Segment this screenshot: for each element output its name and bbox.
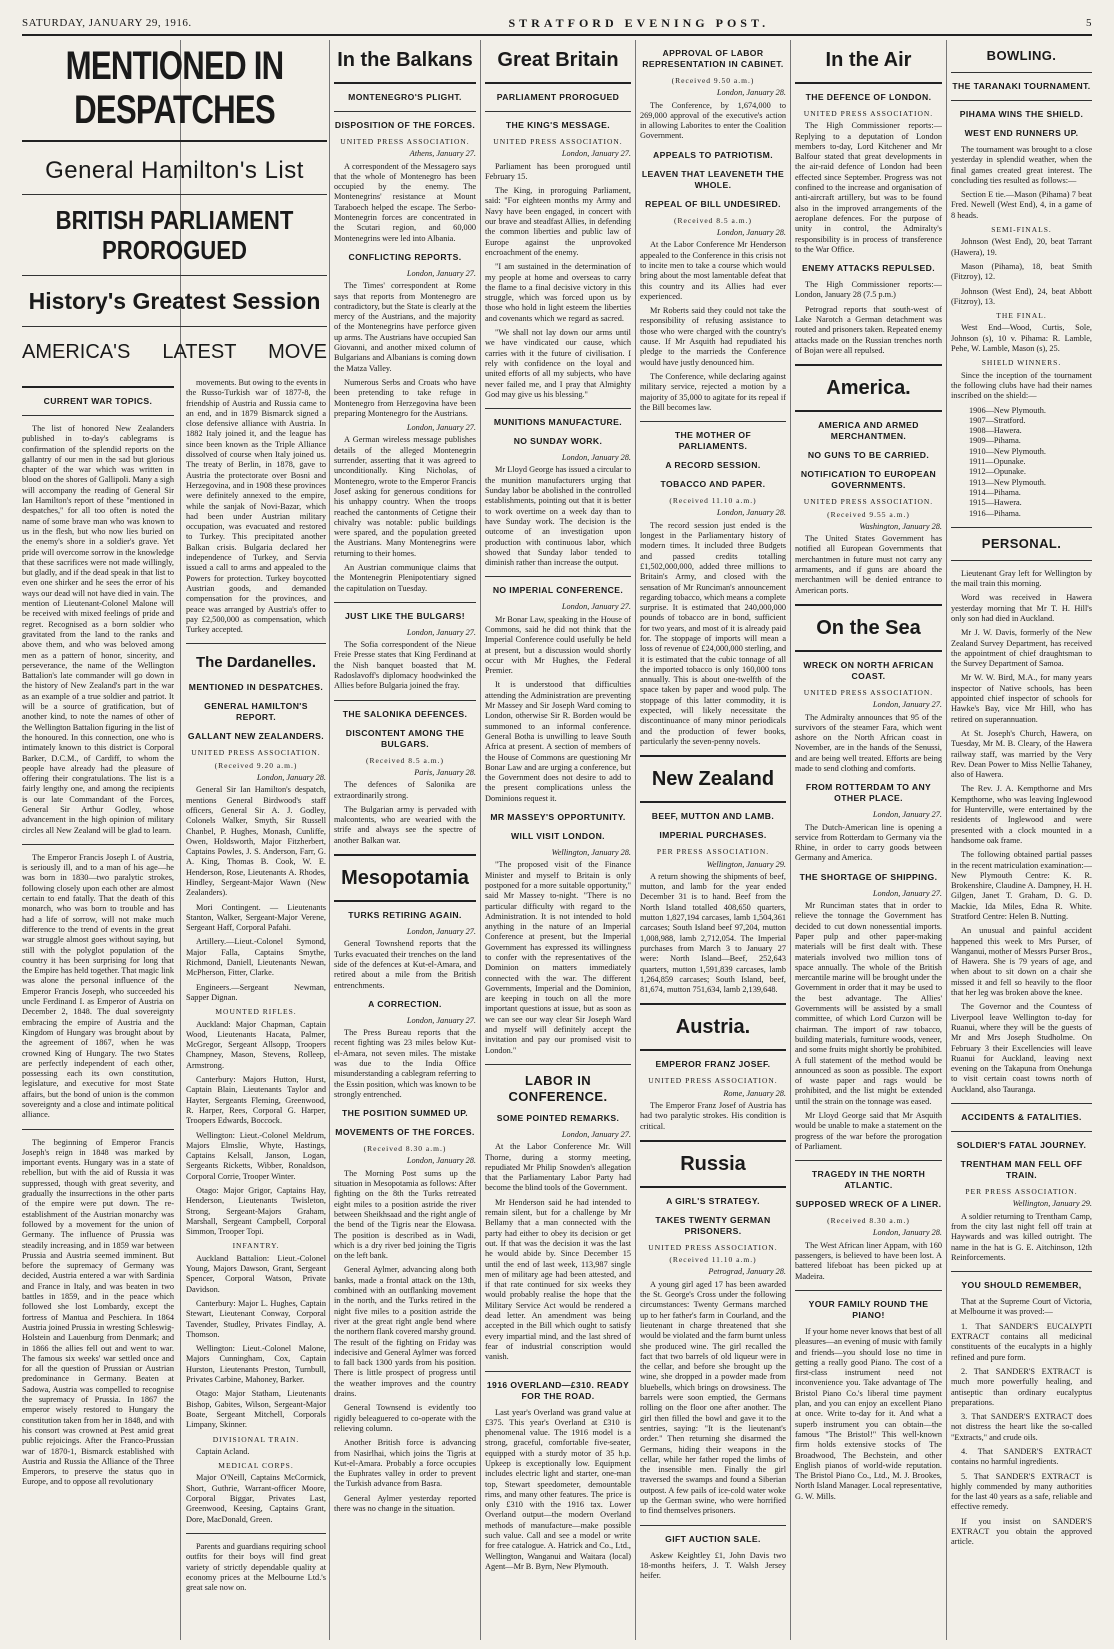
divider (951, 527, 1092, 528)
subheading: JUST LIKE THE BULGARS! (344, 610, 466, 621)
column-7 (951, 40, 1092, 1640)
paragraph: A correspondent of the Messagero says that the whole of Montenegro has been occupied by the enemy. The Montenegrins' resistance at Mount Taraboech helped the escape. The Serbo-Montenegrin forces are concentrated in the Scutari region, and 60,000 Montenegrins were led into Albania. (334, 161, 476, 243)
paragraph: Word was received in Hawera yesterday morning that Mr T. H. Hill's only son had died in Auckland. (951, 593, 1092, 623)
paragraph: The Morning Post sums up the situation in Mesopotamia as follows: After fighting on the 8th the Turks retreated eight miles to a position astride the river between Sheikhsaad and the right angle of the bend of the Tigris near the Elowasa. The position is described as in Wadi, which is a dry river bed joining the Tigris on the left bank. (334, 1168, 476, 1261)
paragraph: Mr W. W. Bird, M.A., for many years inspector of Native schools, has been appointed chief inspector of schools for Hawke's Bay, vice Mr Hill, who has retired on superannuation. (951, 673, 1092, 724)
list-item: 1913—New Plymouth. (969, 477, 1046, 487)
great-britain-section-heading: Great Britain (497, 49, 619, 71)
paragraph: The Conference, while declaring against military service, rejected a motion by a majority of 35,000 to agitate for its repeal if the Bill becomes law. (640, 371, 786, 412)
mesopotamia-section-heading: Mesopotamia (341, 867, 469, 890)
paragraph: Canterbury: Majors Hutton, Hurst, Captain Blain, Lieutenants Taylor and Hayter, Sergeants Fleming, Greenwood, R. Harper, Rees, Corporal G. Harper, Troopers Edwards, Boccock. (186, 1075, 326, 1126)
divider (951, 100, 1092, 101)
column-rule (329, 40, 330, 1640)
paragraph: The King, in proroguing Parliament, said: "For eighteen months my Army and Navy have been engaged, in concert with our brave and steadfast Allies, in defending the common liberties and public law of Europe against the unprovoked encroachment of the enemy. (485, 186, 631, 257)
subheading: GALLANT NEW ZEALANDERS. (187, 731, 325, 742)
received-line: (Received 8.30 a.m.) (363, 1144, 447, 1154)
column-5 (640, 40, 786, 1640)
subheading: MR MASSEY'S OPPORTUNITY. (490, 812, 626, 823)
paragraph: An unusual and painful accident happened this week to Mrs Purser, of Wanganui, mother of Messrs Purser Bros., of Hawera. She is 79 years of age, and when about to sit down on a chair she missed it and fell so heavily to the floor that her leg was broken above the knee. (951, 926, 1092, 998)
on-the-sea-section-heading: On the Sea (816, 616, 921, 639)
paragraph: At the Labor Conference Mr. Will Thorne, during a stormy meeting, repudiated Mr Philip Snowden's allegation that the Parliamentary Labor Party had become the blind tools of the Government. (485, 1142, 631, 1193)
paragraph: Another British force is advancing from Nasirlhai, which joins the Tigris at Kut-el-Amara. Probably a force occupies the Euphrates valley in order to prevent the Turkish advance from Basra. (334, 1438, 476, 1489)
paragraph: Since the inception of the tournament the following clubs have had their names inscribed on the shield:— (951, 370, 1092, 401)
subheading: THE POSITION SUMMED UP. (341, 1108, 469, 1119)
headline-parliament: BRITISH PARLIAMENT PROROGUED (55, 205, 294, 265)
divider (22, 415, 174, 416)
paragraph: "The proposed visit of the Finance Minister and myself to Britain is only postponed for a more suitable opportunity," said Mr Massey to-night. "There is no particular difficulty with regard to the Administration. It is not intended to hold anything in the nature of an Imperial Conference at present, but the Imperial Government has expressed its willingness to confer with the representatives of the Dominion on matters immediately connected with the war. The different Governments, Imperial and the Dominion, are keeping in touch on all the more important questions at issue, but as soon as we can see our way clear Sir Joseph Ward and myself will definitely accept the invitation and pay our promised visit to London." (485, 860, 631, 1055)
subheading: MONTENEGRO'S PLIGHT. (348, 92, 462, 102)
dateline: London, January 28. (716, 508, 786, 518)
paragraph: The West African liner Appam, with 160 passengers, is believed to have been lost. A battered lifeboat has been picked up at Madeira. (795, 1240, 942, 1281)
received-line: (Received 8.30 a.m.) (827, 1216, 910, 1226)
subheading: REPEAL OF BILL UNDESIRED. (645, 198, 781, 209)
subheading: BEEF, MUTTON AND LAMB. (651, 811, 775, 822)
new-zealand-section-heading: New Zealand (651, 768, 775, 791)
divider (640, 1049, 786, 1051)
russia-section-heading: Russia (680, 1152, 746, 1175)
paragraph: General Aylmer, advancing along both banks, made a frontal attack on the 13th, combined with an outflanking movement in the north, and the Turks retired in the night five miles to a position astride the river at the great right angle bend where the northern flank covered marshy ground. The result of the fighting on Friday was indecisive and General Aylmer was forced to fall back 1300 yards from his position. There is little prospect of progress until the weather improves and the country drains. (334, 1265, 476, 1399)
advertisement: 3. That SANDER'S EXTRACT does not distress the heart like the so-called "Extracts," and crude oils. (951, 1412, 1092, 1442)
dateline: Wellington, January 29. (706, 859, 786, 869)
subheading: NO IMPERIAL CONFERENCE. (492, 585, 624, 596)
divider (22, 386, 174, 388)
advertisement: That at the Supreme Court of Victoria, at Melbourne it was proved:— (951, 1297, 1092, 1317)
dateline: London, January 27. (406, 423, 476, 433)
paragraph: The Emperor Franz Josef of Austria has had two paralytic strokes. His condition is critical. (640, 1101, 786, 1131)
paragraph: General Sir Ian Hamilton's despatch, mentions General Birdwood's staff officers, General Sir A. J. Godley, Colonels Walker, Smyth, Sir Russell Chanbel, P. Hughes, Monash, Cunliffe, Owen, Holdsworth, Major Fitzherbert, Captains Powles, J. S. Anderson, Farr, G. A. King, Thomas B. Cook, W. E. Henderson, Rose, Lieutenants A. Rhodes, Hindley, Sergeant-Major Wawn (New Zealanders). (186, 785, 326, 898)
subheading: TAKES TWENTY GERMAN PRISONERS. (655, 1214, 771, 1236)
subheading: THE KING'S MESSAGE. (505, 120, 611, 130)
divider (795, 604, 942, 606)
subheading: SUPPOSED WRECK OF A LINER. (795, 1199, 942, 1210)
paragraph: At the Labor Conference Mr Henderson appealed to the Conference in this crisis not to incite men to take a course which would bring about the most lamentable defeat that this country and its Allies had ever experienced. (640, 240, 786, 301)
paragraph: Numerous Serbs and Croats who have been pretending to take refuge in Montenegro from Herzegovina have been preparing Montenegro for the Austrians. (334, 377, 476, 418)
dateline: London, January 28. (406, 1156, 476, 1166)
paragraph: The following obtained partial passes in the recent matriculation examination:—New Plymouth Centre: K. R. Brokenshire, Claudine A. Dampney, H. H. Gilgen, Janet T. Graham, D. G. D. Mackie, Ida Miles, Edna R. White. Stratford Centre: Helen B. Nutting. (951, 850, 1092, 921)
divider (334, 602, 476, 603)
divider (951, 560, 1092, 561)
column-rule (946, 40, 947, 1640)
paragraph: The Governor and the Countess of Liverpool leave Wellington to-day for Ruanui, where they will be the guests of Mr and Mrs Joseph Studholme. On February 3 their Excellencies will leave Ruanui for Auckland, leaving next evening on the Takapuna from Onehunga to visit certain coast towns north of Auckland, also Tauranga. (951, 1002, 1092, 1094)
subheading: NO SUNDAY WORK. (513, 436, 603, 447)
agency-line: UNITED PRESS ASSOCIATION. (803, 497, 934, 507)
received-line: (Received 11.10 a.m.) (669, 1255, 757, 1265)
divider (795, 1290, 942, 1291)
masthead-date: SATURDAY, JANUARY 29, 1916. (22, 17, 192, 29)
dateline: London, January 28. (561, 453, 631, 463)
divider (640, 1186, 786, 1188)
list-item: 1914—Pihama. (969, 487, 1021, 497)
paragraph: Major O'Neill, Captains McCormick, Short, Guthrie, Warrant-officer Moore, Corporal Biggar, Privates Last, Greenwood, Keesing, Captains Grant, Dore, MacDonald, Green. (186, 1473, 326, 1524)
subheading: A RECORD SESSION. (665, 460, 761, 471)
balkans-section-heading: In the Balkans (337, 49, 473, 71)
paragraph: Otago: Major Statham, Lieutenants Bishop, Gabites, Wilson, Sergeant-Major Boate, Sergeant Mitchell, Corporals Limpany, Skinner. (186, 1389, 326, 1430)
subheading: NOTIFICATION TO EUROPEAN GOVERNMENTS. (800, 469, 937, 491)
america-section-heading: America. (826, 377, 911, 400)
divider (186, 643, 326, 644)
paragraph: movements. But owing to the events in the Russo-Turkish war of 1877-8, the friendship of Austria and Russia came to an end, and in 1879 Bismarck signed a close defensive alliance with Austria. In 1882 Italy joined it, and the league has since been known as the Triple Alliance dissolved of course when Italy joined us. The treaty of Berlin, in 1878, gave to Austria the protectorate over Bosni and Herzegovina, and in 1908 these provinces were definitely annexed to the empire, while the sanjak of Novi-Bazar, which had been under Austrian military occupation, was evacuated and restored to Turkey. This precipitated another Balkan crisis. Bulgaria declared her independence of Turkey, and Servia issued a call to arms and appealed to the Powers for protection. Turkey boycotted Austrian goods, and demanded compensation for the provinces, and peace was arranged by Austria's offer to pay £2,500,000 as compensation, which Turkey accepted. (186, 378, 326, 635)
divider (485, 1064, 631, 1065)
dateline: Wellington, January 29. (1012, 1199, 1092, 1209)
paragraph: Mr Bonar Law, speaking in the House of Commons, said he did not think that the Imperial Conference could usefully be held at present, but a discussion would shortly occur with Mr Hughes, the Federal Premier. (485, 614, 631, 676)
shield-winners-list (951, 406, 1092, 519)
subheading: MUNITIONS MANUFACTURE. (493, 417, 623, 428)
paragraph: "We shall not lay down our arms until we have vindicated our cause, which carries with it the future of civilisation. I rely with confidence on the loyal and united efforts of all my subjects, who have never failed me, and I pray that Almighty God may give us his blessing." (485, 328, 631, 399)
subheading: LEAVEN THAT LEAVENETH THE WHOLE. (641, 168, 785, 190)
austria-section-heading: Austria. (675, 1016, 751, 1039)
subheading: SOME POINTED REMARKS. (496, 1112, 620, 1123)
divider (951, 1103, 1092, 1104)
subheading: APPEALS TO PATRIOTISM. (652, 149, 774, 160)
paragraph: At St. Joseph's Church, Hawera, on Tuesday, Mr M. B. Cleary, of the Hawera railway staff, was married by the Very Rev. Dean Power to Miss Nellie Tahaney, also of Hawera. (951, 728, 1092, 780)
subheading: GIFT AUCTION SALE. (665, 1533, 761, 1544)
column-rule (635, 40, 636, 1640)
divider (795, 650, 942, 652)
agency-line: PER PRESS ASSOCIATION. (656, 847, 770, 857)
paragraph: The Dutch-American line is opening a service from Rotterdam to Germany via the Rhine, in order to carry goods between Germany and America. (795, 822, 942, 863)
divider (640, 1525, 786, 1526)
subheading: LABOR IN CONFERENCE. (508, 1072, 608, 1104)
column-3 (334, 40, 476, 1640)
paragraph: Engineers.—Sergeant Newman, Sapper Dignan. (186, 982, 326, 1002)
dateline: Washington, January 28. (859, 521, 942, 531)
paragraph: Captain Acland. (196, 1446, 250, 1456)
subheading: THE SHORTAGE OF SHIPPING. (799, 871, 938, 882)
subheading: THE TARANAKI TOURNAMENT. (952, 81, 1091, 91)
paragraph: Mr Roberts said they could not take the responsibility of refusing assistance to those who were charged with the country's cause. If Mr Asquith had repudiated his pledge to the marrieds the Conference would have justly denounced him. (640, 306, 786, 367)
subheading: TOBACCO AND PAPER. (660, 479, 766, 490)
agency-line: UNITED PRESS ASSOCIATION. (648, 1242, 778, 1252)
list-item: 1907—Stratford. (969, 415, 1026, 425)
divider (22, 275, 327, 276)
paragraph: The High Commissioner reports:—Replying to a deputation of London members to-day, Lord Kitchener and Mr Balfour stated that great developments in the air-raid defence of London had been effected since September. Progress was not confined to the increase and organisation of anti-aircraft artillery, but was to be found also in the improved arrangements of the aeroplane defences. For the purpose of unity in control, the Admiralty's responsibility is in process of transference to the War Office. (795, 121, 942, 254)
divider (334, 900, 476, 902)
subheading: SHIELD WINNERS. (981, 358, 1062, 368)
agency-line: UNITED PRESS ASSOCIATION. (191, 748, 321, 758)
subheading: EMPEROR FRANZ JOSEF. (655, 1059, 771, 1070)
paragraph: General Townsend is evidently too rigidly beleaguered to co-operate with the relieving column. (334, 1403, 476, 1433)
divider (22, 844, 174, 845)
headline-main: MENTIONED IN DESPATCHES (65, 44, 284, 132)
personal-section-heading: PERSONAL. (981, 535, 1062, 551)
dateline: London, January 28. (256, 773, 326, 783)
subheading: DIVISIONAL TRAIN. (212, 1434, 300, 1444)
list-item: 1910—New Plymouth. (969, 446, 1046, 456)
paragraph: Parliament has been prorogued until February 15. (485, 161, 631, 181)
advertisement: Parents and guardians requiring school outfits for their boys will find great variety of strictly dependable quality at economy prices at the Melbourne Ltd.'s great sale now on. (186, 1541, 326, 1593)
dateline: London, January 27. (561, 149, 631, 159)
in-the-air-section-heading: In the Air (825, 49, 912, 71)
subheading: DISCONTENT AMONG THE BULGARS. (345, 727, 465, 749)
divider (22, 194, 327, 195)
headline-hamilton: General Hamilton's List (45, 157, 304, 184)
divider (485, 111, 631, 112)
divider (951, 1131, 1092, 1132)
subheading: GENERAL HAMILTON'S REPORT. (204, 701, 308, 723)
paragraph: Mr Lloyd George has issued a circular to the munition manufacturers urging that Sunday labor be abolished in the controlled establishments, pointing out that it is better to work overtime on a week day than to have Sunday work. The decision is the outcome of an investigation upon production with continuous labor, which showed that Sunday labor tended to diminish rather than increase the output. (485, 465, 631, 568)
subheading: TRENTHAM MAN FELL OFF TRAIN. (960, 1159, 1083, 1181)
subheading: AMERICA AND ARMED MERCHANTMEN. (818, 420, 919, 442)
divider (22, 326, 327, 327)
dateline: London, January 28. (716, 88, 786, 98)
paragraph: The Times' correspondent at Rome says that reports from Montenegro are contradictory, but the State is clearly at the mercy of the Austrians, and the majority of the Montenegrins have perforce given up arms. The Austrians have occupied San Giovanni, and another mixed column of Bulgarians and Albanians is coming down the Matza Valley. (334, 281, 476, 373)
paragraph: The Press Bureau reports that the recent fighting was 23 miles below Kut-el-Amara, not seven miles. The mistake was due to the India Office misunderstanding a cablegram referring to the Essin position, which was known to be strongly entrenched. (334, 1028, 476, 1099)
subheading: MEDICAL CORPS. (218, 1461, 294, 1471)
agency-line: UNITED PRESS ASSOCIATION. (340, 137, 470, 146)
subheading: MOVEMENTS OF THE FORCES. (335, 1127, 475, 1138)
paragraph: Canterbury: Major L. Hughes, Captain Stewart, Lieutenant Conway, Corporal Tavender, Studley, Privates Findlay, A. Thomson. (186, 1298, 326, 1339)
paragraph: The tournament was brought to a close yesterday in splendid weather, when the final games created great interest. The concluding ties resulted as follows:— (951, 145, 1092, 185)
subheading: NO GUNS TO BE CARRIED. (807, 450, 930, 461)
divider (485, 1371, 631, 1372)
masthead-page: 5 (1085, 17, 1092, 29)
dateline: London, January 27. (872, 700, 942, 710)
paragraph: A soldier returning to Trentham Camp, from the city last night fell off train at Haywards and was killed outright. The name in the hat is G. E. Aitchinson, 12th Reinforcements. (951, 1211, 1092, 1262)
column-4 (485, 40, 631, 1640)
paragraph: The list of honored New Zealanders published in to-day's cablegrams is confirmation of the splendid reports on the gallantry of our men in the sad but glorious chapter of the war which was written in blood on the shores of Gallipoli. Many a sigh will accompany the reading of General Sir Ian Hamilton's report of these "mentioned in despatches," for all too often is noted the name of some brave man who was known to us in the flesh, but who now lies buried on the enemy's shore in a soldier's grave. Yet pride will overcome sorrow in the knowledge that these sacrifices were not made willingly, but gladly, and if the dead speak in that list to even one shirker and he sees the error of his ways our dead will not have died in vain. The mention of Lieutenant-Colonel Malone will be received with mixed feelings of pride and regret. Recognised as a born soldier who gravitated from the land to the ranks and above them, and who was beloved among men as a pattern of honor, sincerity, and perseverance, the name of the Wellington Battalion's late commander will go down in the history of New Zealand's part in the war as an example of a true soldier and patriot. It will be a source of gratification, but of another kind, to note the names of other of the Wellington Battalion figuring in the list of the honoured. In this connection, one who is intimately known to this district is Corporal Barker, D.C.M., of Cardiff, to whom the people have already had the pleasure of offering their congratulations. The list is a fairly lengthy one, and among the recipients is our late Commandant of the Forces, General Sir Arthur Godley, whose advancement in the high opinion of military circles all New Zealand will be glad to learn. (22, 424, 174, 835)
dateline: London, January 27. (406, 627, 476, 637)
dateline: London, January 28. (872, 1228, 942, 1238)
divider (640, 1003, 786, 1005)
paragraph: Otago: Major Grigor, Captains Hay, Henderson, Lieutenants Twisleton, Strong, Sergeant-Majors Graham, Marshall, Sergeant Campbell, Corporal Simmon, Trooper Topi. (186, 1186, 326, 1237)
paragraph: Wellington: Lieut.-Colonel Meldrum, Majors Elmslie, Whyte, Hastings, Captains Kelsall, Janson, Logan, Sergeants Ricketts, Wibber, Ronaldson, Corporal Corrie, Trooper Winter. (186, 1130, 326, 1181)
subheading: THE MOTHER OF PARLIAMENTS. (674, 430, 752, 452)
divider (485, 408, 631, 409)
dateline: London, January 27. (406, 268, 476, 278)
column-6 (795, 40, 942, 1640)
divider (640, 421, 786, 422)
subheading: IMPERIAL PURCHASES. (659, 830, 767, 841)
list-item: 1911—Opunake. (969, 457, 1026, 467)
dateline: Athens, January 27. (409, 149, 476, 159)
subheading: WILL VISIT LONDON. (511, 831, 605, 842)
advert-heading: YOU SHOULD REMEMBER, (961, 1280, 1082, 1291)
subheading: MOUNTED RIFLES. (215, 1007, 297, 1017)
banner-headlines (22, 40, 327, 370)
paragraph: Mr Lloyd George said that Mr Asquith would be unable to make a statement on the progress of the war before the prorogation of Parliament. (795, 1111, 942, 1151)
dardanelles-heading: The Dardanelles. (195, 654, 317, 672)
advert-heading: YOUR FAMILY ROUND THE PIANO! (808, 1298, 929, 1320)
subheading: SOLDIER'S FATAL JOURNEY. (956, 1140, 1087, 1151)
agency-line: UNITED PRESS ASSOCIATION. (493, 137, 623, 146)
divider (485, 82, 631, 84)
paragraph: The Emperor Francis Joseph I. of Austria, is seriously ill, and to a man of his age—he was born in 1830—two paralytic strokes, following closely upon each other are almost certain to end fatally. That the death of this monarch, who was born to trouble and has had a life of sorrow, will not make much difference to the trend of events in the great war struggle almost goes without saying, but still with the polyglot population of the country it has been surprising for long that the Empire has held together. That magic link was alone the personal influence of the Emperor Francis Joseph, who succeeded his uncle Ferdinand I. as Emperor of Austria on December 2, 1848. The dual sovereignty embracing the empire of Austria and the Kingdom of Hungary was brought about by the agreement of 1867, when he was crowned King of Hungary. The two States are perfectly independent of each other, possessing each its own constitution, legislature, and executive for most State affairs, but the bond of union is the common sovereignty and a close and intimate political alliance. (22, 852, 174, 1120)
paragraph: General Townshend reports that the Turks evacuated their trenches on the land side of the defences at Kut-el-Amara, and retired about a mile from the British entrenchments. (334, 939, 476, 990)
divider (186, 1533, 326, 1534)
advertisement: 5. That SANDER'S EXTRACT is highly commended by many authorities for the last 40 years as a safe, reliable and effective remedy. (951, 1471, 1092, 1512)
divider (22, 1129, 174, 1130)
subheading: MENTIONED IN DESPATCHES. (188, 682, 324, 693)
dateline: London, January 27. (561, 1129, 631, 1139)
dateline: London, January 28. (716, 228, 786, 238)
agency-line: UNITED PRESS ASSOCIATION. (803, 687, 934, 697)
column-2 (186, 378, 326, 1640)
advertisement: 4. That SANDER'S EXTRACT contains no harmful ingredients. (951, 1446, 1092, 1467)
subheading: A GIRL'S STRATEGY. (666, 1195, 760, 1206)
paragraph: Petrograd reports that south-west of Lake Narotch a German detachment was routed and prisoners taken. Repeated enemy attacks made on the Russian trenches north of Bojan were all repulsed. (795, 304, 942, 355)
list-item: 1909—Pihama. (969, 436, 1021, 446)
divider (795, 410, 942, 412)
paragraph: A young girl aged 17 has been awarded the St. George's Cross under the following circumstances: Twenty Germans marched up to her father's farm in Courland, and the lieutenant in charge threatened that she would be violated and the farm burnt unless she produced wine. The girl recalled the fact that two barrels of old liqueur were in the cellar, and before she brought up the wine, she dropped in a powder made from bluebells, which brings on drowsiness. The barrels were soon emptied, the Germans rolling on the floor one after another. The girl then filled the bowl and gave it to the sentries, saying: "It is the lieutenant's order." Then returning she disarmed the Germans, hiding their weapons in the cellar, while her father roped the limbs of the insensible men. Finally the girl traversed the swamps and found a Siberian outpost. A few pails of ice-cold water woke up the German swine, who were horrified to find themselves prisoners. (640, 1279, 786, 1516)
advertisement: 2. That SANDER'S EXTRACT is much more powerfully healing, and antiseptic than ordinary eucalyptus preparations. (951, 1366, 1092, 1407)
paragraph: A German wireless message publishes details of the alleged Montenegrin surrender, asserting that it was agreed to unconditionally. King Nicholas, of Montenegro, wrote to the Emperor Francis Josef asking for generous conditions for his unhappy country. When the troops reached the cantonments of Cetigne their chivalry was notable: public buildings were spared, and the population greeted the Austrians. Many Montenegrins were returning to their homes. (334, 435, 476, 558)
subheading: TRAGEDY IN THE NORTH ATLANTIC. (811, 1169, 926, 1191)
subheading: SEMI-FINALS. (991, 225, 1052, 235)
dateline: London, January 27. (872, 888, 942, 898)
paragraph: The Sofia correspondent of the Nieue Freie Presse states that King Ferdinand at the Nish banquet boasted that M. Radoslavoff's diplomacy hoodwinked the Allies before Bulgaria joined the fray. (334, 640, 476, 691)
current-war-heading: CURRENT WAR TOPICS. (43, 396, 153, 406)
accidents-section-heading: ACCIDENTS & FATALITIES. (961, 1112, 1082, 1123)
paragraph: Askew Keightley £1, John Davis two 18-months heifers, J. T. Walsh Jersey heifer. (640, 1550, 786, 1581)
received-line: (Received 9.50 a.m.) (671, 76, 755, 85)
list-item: 1915—Hawera. (969, 498, 1022, 508)
dateline: London, January 27. (872, 810, 942, 820)
divider (334, 700, 476, 701)
divider (334, 111, 476, 112)
paragraph: The United States Government has notified all European Governments that merchantmen in future must not carry any armaments, and if guns are aboard the merchantmen will be denied entrance to American ports. (795, 534, 942, 595)
received-line: (Received 8.5 a.m.) (674, 215, 752, 225)
paragraph: Auckland: Major Chapman, Captain Wood, Lieutenants Hacata, Palmer, McGregor, Sergeant Allsopp, Troopers Champney, Mason, Stevens, Rolleep, Armstrong. (186, 1019, 326, 1070)
subheading: THE SALONIKA DEFENCES. (342, 708, 468, 719)
divider (334, 82, 476, 84)
agency-line: UNITED PRESS ASSOCIATION. (648, 1076, 778, 1086)
masthead (22, 12, 1092, 36)
paragraph: Mr Runciman states that in order to relieve the tonnage the Government has decided to cut down nonessential imports. Paper pulp and other paper-making materials will be first dealt with. These materials involved two million tons of space annually. The whole of the British mercantile marine will be brought under the Government in order that it may be used to the best advantage. The Allies' Governments will be assisted by a small committee, of which Lord Curzon will be chairman. The import of raw tobacco, building materials, furniture woods, veneer, and some fruits might shortly be prohibited. A full statement of the method would be announced as soon as possible. The export of waste paper and rags would be prohibited, and the list might be extended until the strain on the tonnage was eased. (795, 901, 942, 1106)
subheading: INFANTRY. (232, 1241, 280, 1251)
advertisement: If you insist on SANDER'S EXTRACT you obtain the approved article. (951, 1516, 1092, 1547)
divider (640, 755, 786, 757)
subheading: TURKS RETIRING AGAIN. (348, 910, 462, 921)
divider (640, 1140, 786, 1142)
paragraph: The Conference, by 1,674,000 to 269,000 approval of the executive's action in allowing Laborites to enter the Coalition Government. (640, 100, 786, 141)
paragraph: The record session just ended is the longest in the Parliamentary history of modern times. It included three Budgets and passed credits totalling £1,502,000,000, added three millions to Britain's Army, and closed with the sensation of Mr Runciman's announcement regarding tobacco, which means a complete surprise. It is estimated that 240,000,000 pounds of tobacco are in bond, sufficient for two years, and most of it is already paid for. The stoppage of imports will mean a loss of revenue of £24,000,000 sterling, and it is estimated that the cubic tonnage of all the imported tobacco is only 160,000 tons annually. This is about one-twelfth of the space taken by paper and wood pulp. The stoppage of this latter commodity, it is expected, will likely necessitate the discontinuance of many minor periodicals and the production of fewer books, particularly the seven-penny novels. (640, 520, 786, 746)
bowling-section-heading: BOWLING. (986, 48, 1057, 63)
list-item: 1912—Opunake. (969, 467, 1026, 477)
divider (22, 140, 327, 142)
column-rule (790, 40, 791, 1640)
subheading: CONFLICTING REPORTS. (348, 251, 462, 262)
paragraph: General Aylmer yesterday reported there was no change in the situation. (334, 1493, 476, 1513)
received-line: (Received 11.10 a.m.) (669, 496, 757, 506)
subheading: PARLIAMENT PROROGUED (496, 92, 620, 102)
list-item: 1906—New Plymouth. (969, 405, 1046, 415)
dateline: Paris, January 28. (414, 767, 476, 777)
masthead-title: STRATFORD EVENING POST. (508, 15, 770, 30)
subheading: A CORRECTION. (368, 998, 442, 1009)
paragraph: Section E tie.—Mason (Pihama) 7 beat Fred. Newell (West End), 4, in a game of 8 heads. (951, 190, 1092, 220)
dateline: Rome, January 28. (723, 1088, 786, 1098)
divider (795, 364, 942, 366)
divider (640, 801, 786, 803)
divider (951, 72, 1092, 73)
headline-session: History's Greatest Session (28, 288, 321, 314)
dateline: London, January 27. (406, 927, 476, 937)
divider (795, 1160, 942, 1161)
agency-line: UNITED PRESS ASSOCIATION. (803, 109, 934, 118)
headline-america: AMERICA'S LATEST MOVE (22, 341, 327, 363)
received-line: (Received 8.5 a.m.) (366, 755, 444, 765)
dateline: Petrograd, January 28. (708, 1267, 786, 1277)
paragraph: A return showing the shipments of beef, mutton, and lamb for the year ended December 31 is to hand. Beef from the North Island totalled 408,650 quarters, mutton 1,827,194 carcases, lamb 1,504,361 carcases; South Island beef 97,204, mutton 1,008,988, lamb 2,712,054. The Imperial purchases from March 3 to January 27 were: North Island—Beef, 252,643 quarters, mutton 1,591,839 carcases, lamb 1,264,859 carcases; South Island, beef, 81,674, mutton 751,634, lamb 2,139,648. (640, 871, 786, 995)
subheading: APPROVAL OF LABOR REPRESENTATION IN CABINET. (642, 48, 784, 69)
paragraph: Mr J. W. Davis, formerly of the New Zealand Survey Department, has received the appointment of chief draughtsman to the Survey Department of Samoa. (951, 628, 1092, 669)
subheading: ENEMY ATTACKS REPULSED. (801, 263, 936, 274)
divider (951, 1271, 1092, 1272)
dateline: London, January 27. (561, 602, 631, 612)
paragraph: Auckland Battalion: Lieut.-Colonel Young, Majors Dawson, Grant, Sergeant Spencer, Corporal Watson, Private Davidson. (186, 1253, 326, 1294)
subheading: FROM ROTTERDAM TO ANY OTHER PLACE. (805, 782, 932, 804)
subheading: WRECK ON NORTH AFRICAN COAST. (803, 659, 934, 681)
advertisement: 1. That SANDER'S EUCALYPTI EXTRACT contains all medicinal constituents of the eucalypts in a highly refined and pure form. (951, 1321, 1092, 1362)
list-item: 1908—Hawera. (969, 426, 1022, 436)
agency-line: PER PRESS ASSOCIATION. (965, 1187, 1078, 1197)
paragraph: "I am sustained in the determination of my people at home and overseas to carry the flame to a final decisive victory in this struggle, which was forced upon us by those who hold in light esteem the liberties and covenants which we regard as sacred. (485, 262, 631, 323)
paragraph: Artillery.—Lieut.-Colonel Symond, Major Falla, Captains Smythe, Richmond, Daniell, Lieutenants Newan, McPherson, Fitter, Clarke. (186, 937, 326, 978)
paragraph: Wellington: Lieut.-Colonel Malone, Majors Cunningham, Cox, Captain Hurston, Lieutenants Preston, Turnbull, Privates Carbine, Mahoney, Barker. (186, 1344, 326, 1385)
paragraph: Mr Henderson said he had intended to remain silent, but for a challenge by Mr Bellamy that a man connected with the party had either to obey its decision or get out. If that was the decision it was the last he would abide by. Since December 15 until the end of last week, 113,987 single men of military age had been attested, and if that rate continued for six weeks they would probably realise the hope that the Military Service Act would be rendered a dead letter. An amendment was being accepted in the Bill which ought to satisfy every impartial mind, and the last shred of fear of industrial conscription would vanish. (485, 1197, 631, 1362)
column-1 (22, 378, 174, 1640)
subheading: PIHAMA WINS THE SHIELD. (959, 109, 1084, 119)
received-line: (Received 9.55 a.m.) (827, 509, 910, 519)
advert-heading: 1916 OVERLAND—£310. READY FOR THE ROAD. (486, 1379, 630, 1401)
advertisement: Last year's Overland was grand value at £375. This year's Overland at £310 is phenomenal value. The 1916 model is a strong, graceful, comfortable five-seater, equipped with a sturdy motor of 35 h.p. Upkeep is exceptionally low. Equipment includes electric light and starter, one-man top, Stewart speedometer, demountable rims, and many other features. The price is only £310 with the 1916 tax. Lower Overland output—the modern Overland methods of manufacture—make possible such value. Call and see a model or write for free catalogue. A. Hatrick and Co., Ltd., Wellington, Wanganui and Waitara (local) Agent—Mr B. Byrn, New Plymouth. (485, 1407, 631, 1571)
divider (795, 82, 942, 84)
paragraph: Johnson (West End), 20, beat Tarrant (Hawera), 19. (951, 237, 1092, 257)
paragraph: Mori Contingent. — Lieutenants Stanton, Walker, Sergeant-Major Verene, Sergeant Haff, Corporal Pafahi. (186, 902, 326, 933)
paragraph: The beginning of Emperor Francis Joseph's reign in 1848 was marked by important events. Hungary was in a state of rebellion, but with the aid of Russia it was suppressed, though with great severity, and gradually the insurrections in the other parts of the empire were put down. The re-establishment of the Austrian monarchy was followed by a movement for the union of Germany. The influence of Prussia was steadily increasing, and in 1859 war between Prussia and Austria seemed imminent. But before the supremacy of Germany was decided, Austria entered a war with Sardinia and France in Italy, and was beaten in two battles in 1859, and in the peace which followed she lost Lombardy, except the fortress of Mantua and Peschiera. In 1864 Austria joined Prussia in wresting Schleswig-Holstein and Lauenburg from Denmark; and in 1866 the allies fell out and went to war. The famous six weeks' war settled once and for all the question of Prussian or Austrian predominance in Germany. Beaten at Sadowa, Austria was compelled to recognise the supremacy of Prussia. In 1867 the emperor wisely restored to Hungary the constitution taken from her in 1848, and with his consort was crowned at Pest amid great public rejoicings. After the Franco-Prussian war of 1870-1, Bismarck established with Austria and Russia the Alliance of the Three Emperors, to preserve the status quo in Europe, and to oppose all revolutionary (22, 1137, 174, 1487)
paragraph: Lieutenant Gray left for Wellington by the mail train this morning. (951, 568, 1092, 589)
subheading: THE FINAL. (996, 311, 1047, 321)
dateline: Wellington, January 28. (551, 848, 631, 858)
paragraph: West End—Wood, Curtis, Sole, Johnson (s), 10 v. Pihama: R. Lamble, Pehe, W. Lamble, Mason (s), 25. (951, 323, 1092, 354)
subheading: WEST END RUNNERS UP. (964, 128, 1079, 138)
paragraph: Johnson (West End), 24, beat Abbott (Fitzroy), 13. (951, 286, 1092, 306)
dateline: London, January 27. (406, 1015, 476, 1025)
subheading: DISPOSITION OF THE FORCES. (334, 120, 476, 130)
subheading: THE DEFENCE OF LONDON. (805, 92, 932, 102)
divider (334, 854, 476, 856)
paragraph: An Austrian communique claims that the Montenegrin Plenipotentiary signed the capitulation on Tuesday. (334, 562, 476, 593)
list-item: 1916—Pihama. (969, 508, 1021, 518)
paragraph: Mason (Pihama), 18, beat Smith (Fitzroy), 12. (951, 261, 1092, 282)
paragraph: The Rev. J. A. Kempthorne and Mrs Kempthorne, who was leaving Inglewood for Hunterville, were entertained by the residents of Inglewood and were presented with a clock mounted in a handsome oak frame. (951, 784, 1092, 845)
advertisement: If your home never knows that best of all pleasures—an evening of music with family and friends—you should lose no time in getting a really good Piano. The cost of a first-class instrument need not inconvenience you. Take advantage of The Bristol Piano Co.'s liberal time payment plan, and you can enjoy an excellent Piano at once. Write to-day for it. And what a superb instrument you can obtain—the famous "The Bristol!" This well-known firm holds extensive stocks of The Broadwood, The Bechstein, and other English pianos of world-wide reputation. The Bristol Piano Co., Ltd., M. J. Brookes, North Island Manager. Local representative, G. W. Mills. (795, 1326, 942, 1501)
received-line: (Received 9.20 a.m.) (214, 760, 298, 770)
paragraph: The defences of Salonika are extraordinarily strong. (334, 780, 476, 800)
paragraph: The Admiralty announces that 95 of the survivors of the steamer Fara, which went ashore on the North African coast in November, are in the hands of the Senussi, and are being well treated. Efforts are being made to send clothing and comforts. (795, 712, 942, 773)
paragraph: It is understood that difficulties attending the Administration are preventing Mr Massey and Sir Joseph Ward coming to London, otherwise Sir R. Borden would be summoned to an informal conference. General Botha is unwilling to leave South Africa at present. A section of members of the House of Commons are questioning Mr Bonar Law and are urging a conference, but the Government does not desire to add to the present complications unless the Dominions request it. (485, 680, 631, 803)
paragraph: The High Commissioner reports:—London, January 28 (7.5 p.m.) (795, 280, 942, 300)
paragraph: The Bulgarian army is pervaded with malcontents, who are wearied with the strife and always see the spectre of another Balkan war. (334, 804, 476, 845)
divider (485, 576, 631, 577)
column-rule (480, 40, 481, 1640)
